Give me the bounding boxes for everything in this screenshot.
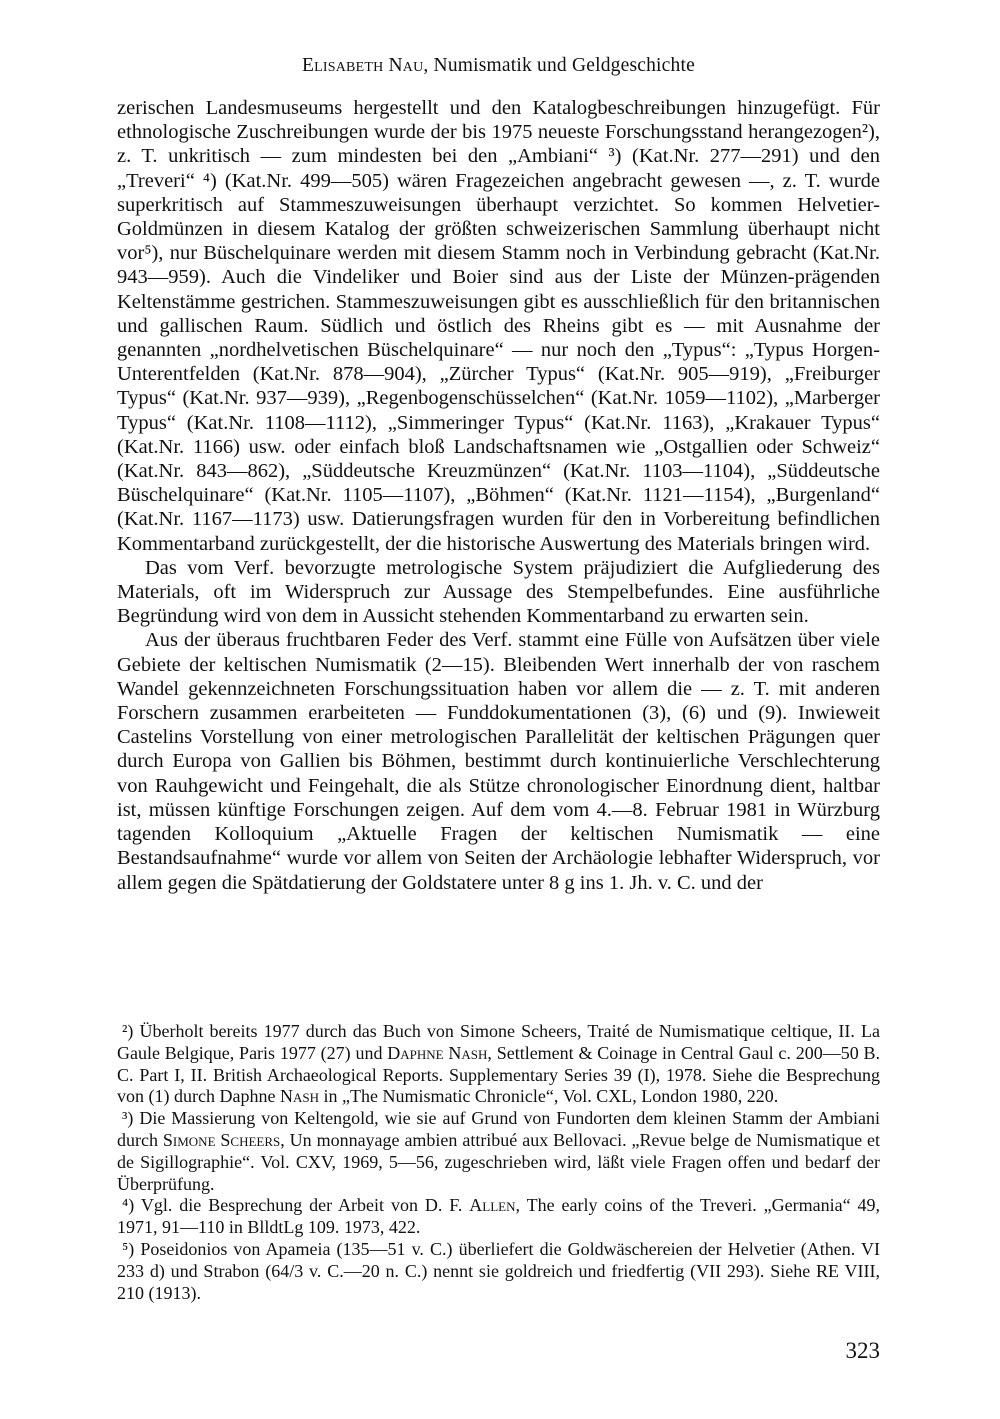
footnote-4: [117, 1195, 880, 1239]
footnote-2: [117, 1021, 880, 1108]
footnote-3: [117, 1108, 880, 1195]
footnote-3-text-a: ³) Die Massierung von Keltengold, wie sie auf Grund von Fundorten dem kleinen Stamm der Ambiani durch: [117, 1108, 880, 1150]
footnote-5: [117, 1239, 880, 1304]
footnote-4-text-a: ⁴) Vgl. die Besprechung der Arbeit von D. F.: [122, 1195, 470, 1216]
paragraph-2: Das vom Verf. bevorzugte metrologische System präjudiziert die Aufgliederung des Materials, oft im Widerspruch zur Aussage des Stempelbefundes. Eine ausführliche Begründung wird von dem in Aussicht stehenden Kommentarband zu erwarten sein.: [117, 556, 880, 628]
footnote-2-author-1: Daphne Nash: [387, 1042, 488, 1063]
page-number: 323: [845, 1338, 880, 1363]
footnote-5-text: ⁵) Poseidonios von Apameia (135—51 v. C.) überliefert die Goldwäschereien der Helvetier (Athen. VI 233 d) und Strabon (64/3 v. C.—20 n. C.) nennt sie goldreich und friedfertig (VII 293). Siehe RE VIII, 210 (1913).: [117, 1238, 880, 1303]
footnote-2-text-c: , Settlement & Coinage in Central Gaul c. 200—50 B. C. Part I, II. British Archaeological Reports. Supplementary Series 39 (I), 1978. Siehe die Besprechung von (1) durch Daphne: [117, 1042, 881, 1107]
footnotes: [117, 1021, 880, 1304]
header-author: Elisabeth Nau: [302, 55, 424, 76]
footnote-2-text-a: ²) Überholt bereits 1977 durch das Buch von Simone Scheers, Traité de Numismatique celtique, II. La Gaule Belgique, Paris 1977 (27) und: [117, 1021, 880, 1063]
paragraph-3: Aus der überaus fruchtbaren Feder des Verf. stammt eine Fülle von Aufsätzen über viele Gebiete der keltischen Numismatik (2—15). Bleibenden Wert innerhalb der von raschem Wandel gekennzeichneten Forschungssituation haben vor allem die — z. T. mit anderen Forschern zusammen erarbeiteten — Funddokumentationen (3), (6) und (9). Inwieweit Castelins Vorstellung von einer metrologischen Parallelität der keltischen Prägungen quer durch Europa von Gallien bis Böhmen, bestimmt durch kontinuierliche Verschlechterung von Rauhgewicht und Feingehalt, die als Stütze chronologischer Einordnung dient, haltbar ist, müssen künftige Forschungen zeigen. Auf dem vom 4.—8. Februar 1981 in Würzburg tagenden Kolloquium „Aktuelle Fragen der keltischen Numismatik — eine Bestandsaufnahme“ wurde vor allem von Seiten der Archäologie lebhafter Widerspruch, vor allem gegen die Spätdatierung der Goldstatere unter 8 g ins 1. Jh. v. C. und der: [117, 629, 880, 894]
footnote-3-text-c: , Un monnayage ambien attribué aux Bellovaci. „Revue belge de Numismatique et de Sigillographie“. Vol. CXV, 1969, 5—56, zugeschrieben wird, läßt viele Fragen offen und bedarf der Überprüfung.: [117, 1129, 881, 1194]
footnote-2-author-2: Nash: [279, 1086, 319, 1107]
paragraph-1: zerischen Landesmuseums hergestellt und den Katalogbeschreibungen hinzugefügt. Für ethnologische Zuschreibungen wurde der bis 1975 neueste Forschungsstand herangezogen²), z. T. unkritisch — zum mindesten bei den „Ambiani“ ³) (Kat.Nr. 277—291) und den „Treveri“ ⁴) (Kat.Nr. 499—505) wären Fragezeichen angebracht gewesen —, z. T. wurde superkritisch auf Stammeszuweisungen überhaupt verzichtet. So kommen Helvetier-Goldmünzen in diesem Katalog der größten schweizerischen Sammlung überhaupt nicht vor⁵), nur Büschelquinare werden mit diesem Stamm noch in Verbindung gebracht (Kat.Nr. 943—959). Auch die Vindeliker und Boier sind aus der Liste der Münzen-prägenden Keltenstämme gestrichen. Stammeszuweisungen gibt es ausschließlich für den britannischen und gallischen Raum. Südlich und östlich des Rheins gibt es — mit Ausnahme der genannten „nordhelvetischen Büschelquinare“ — nur noch den „Typus“: „Typus Horgen-Unterentfelden (Kat.Nr. 878—904), „Zürcher Typus“ (Kat.Nr. 905—919), „Freiburger Typus“ (Kat.Nr. 937—939), „Regenbogenschüsselchen“ (Kat.Nr. 1059—1102), „Marberger Typus“ (Kat.Nr. 1108—1112), „Simmeringer Typus“ (Kat.Nr. 1163), „Krakauer Typus“ (Kat.Nr. 1166) usw. oder einfach bloß Landschaftsnamen wie „Ostgallien oder Schweiz“ (Kat.Nr. 843—862), „Süddeutsche Kreuzmünzen“ (Kat.Nr. 1103—1104), „Süddeutsche Büschelquinare“ (Kat.Nr. 1105—1107), „Böhmen“ (Kat.Nr. 1121—1154), „Burgenland“ (Kat.Nr. 1167—1173) usw. Datierungsfragen wurden für den in Vorbereitung befindlichen Kommentarband zurückgestellt, der die historische Auswertung des Materials bringen wird.: [117, 97, 880, 555]
footnote-2-text-e: in „The Numismatic Chronicle“, Vol. CXL, London 1980, 220.: [318, 1086, 779, 1107]
page: [117, 0, 880, 1419]
body-text: [117, 96, 880, 895]
running-header: [117, 55, 880, 77]
footnote-4-author: Allen: [469, 1195, 516, 1216]
header-title: , Numismatik und Geldgeschichte: [423, 55, 695, 76]
footnote-4-text-c: , The early coins of the Treveri. „Germania“ 49, 1971, 91—110 in BlldtLg 109. 1973, 422.: [117, 1195, 880, 1238]
footnote-3-author: Simone Scheers: [162, 1129, 281, 1150]
